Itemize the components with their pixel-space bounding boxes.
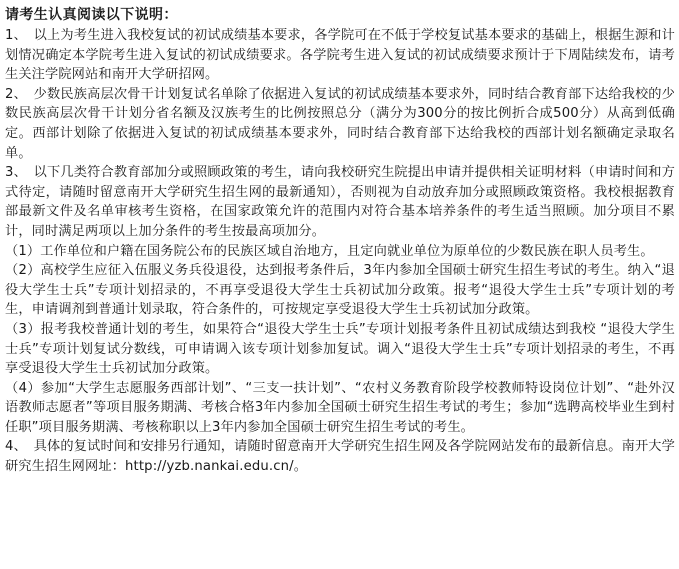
paragraph-3-item-1: （1）工作单位和户籍在国务院公布的民族区域自治地方，且定向就业单位为原单位的少数民族在职人员考生。 <box>5 243 654 259</box>
paragraph-3-item-2: （2）高校学生应征入伍服义务兵役退役，达到报考条件后，3年内参加全国硕士研究生招生考试的考生。纳入“退役大学生士兵”专项计划招录的，不再享受退役大学生士兵初试加分政策。报考“退役大学生士兵”专项计划的考生，申请调剂到普通计划录取，符合条件的，可按规定享受退役大学生士兵初试加分政策。 <box>5 263 675 318</box>
paragraph-3-item-3: （3）报考我校普通计划的考生，如果符合“退役大学生士兵”专项计划报考条件且初试成绩达到我校 “退役大学生士兵”专项计划复试分数线，可申请调入该专项计划参加复试。调入“退役大学生士兵”专项计划招录的考生，不再享受退役大学生士兵初试加分政策。 <box>5 321 675 377</box>
paragraph-2: 2、 少数民族高层次骨干计划复试名单除了依据进入复试的初试成绩基本要求外，同时结合教育部下达给我校的少数民族高层次骨干计划分省名额及汉族考生的比例按照总分（满分为300分的按比例折合成500分）从高到低确定。西部计划除了依据进入复试的初试成绩基本要求外，同时结合教育部下达给我校的西部计划名额确定录取名单。 <box>5 86 675 161</box>
notice-title: 请考生认真阅读以下说明： <box>5 7 178 23</box>
paragraph-4: 4、 具体的复试时间和安排另行通知，请随时留意南开大学研究生招生网及各学院网站发布的最新信息。南开大学研究生招生网网址：http://yzb.nankai.edu.cn/。 <box>5 439 675 475</box>
paragraph-1: 1、 以上为考生进入我校复试的初试成绩基本要求，各学院可在不低于学校复试基本要求的基础上，根据生源和计划情况确定本学院考生进入复试的初试成绩要求。各学院考生进入复试的初试成绩要求预计于下周陆续发布，请考生关注学院网站和南开大学研招网。 <box>5 28 675 83</box>
paragraph-3-item-4: （4）参加“大学生志愿服务西部计划”、“三支一扶计划”、“农村义务教育阶段学校教师特设岗位计划”、“赴外汉语教师志愿者”等项目服务期满、考核合格3年内参加全国硕士研究生招生考试的考生；参加“选聘高校毕业生到村任职”项目服务期满、考核称职以上3年内参加全国硕士研究生招生考试的考生。 <box>5 380 675 435</box>
paragraph-3: 3、 以下几类符合教育部加分或照顾政策的考生，请向我校研究生院提出申请并提供相关证明材料（申请时间和方式待定，请随时留意南开大学研究生招生网的最新通知），否则视为自动放弃加分或照顾政策资格。我校根据教育部最新文件及名单审核考生资格，在国家政策允许的范围内对符合基本培养条件的考生适当照顾。加分项目不累计，同时满足两项以上加分条件的考生按最高项加分。 <box>5 165 675 239</box>
